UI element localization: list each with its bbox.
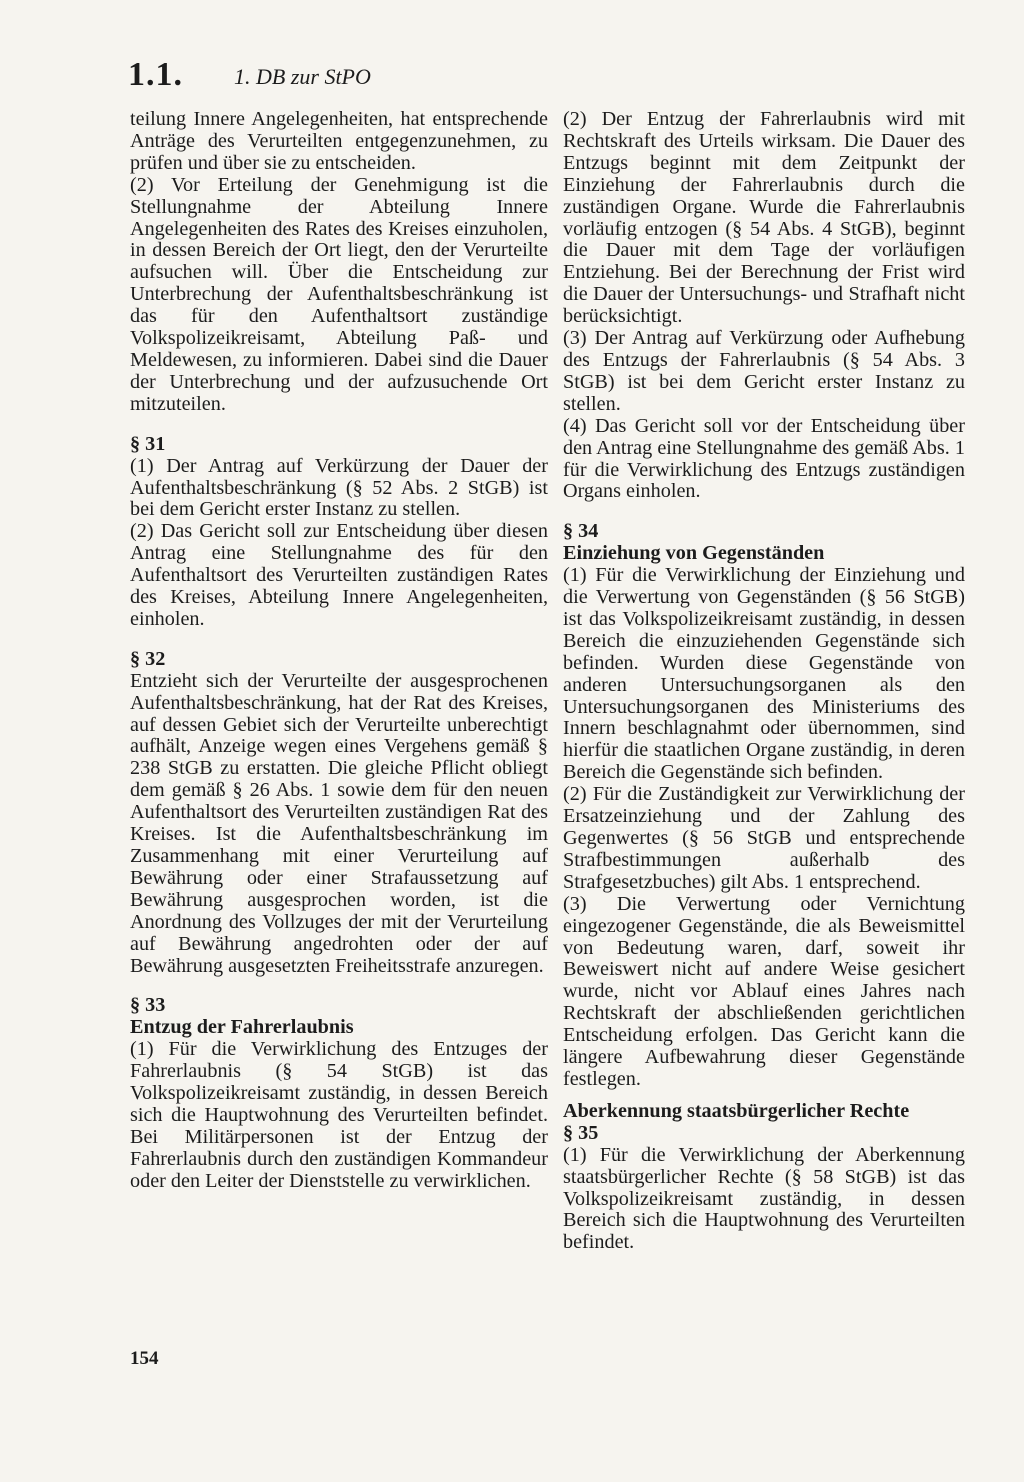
section-number: 1.1. [128,56,183,93]
section-33-paragraph-2: (2) Der Entzug der Fahrerlaubnis wird mit Rechtskraft des Urteils wirksam. Die Dauer des Entzugs beginnt mit dem Zeitpunkt der Einziehung der Fahrerlaubnis durch die zuständigen Organe. Wurde die Fahrerlaubnis vorläufig entzogen (§ 54 Abs. 4 StGB), beginnt die Dauer mit dem Tage der vorläufigen Entziehung. Bei der Berechnung der Frist wird die Dauer der Untersuchungs- und Strafhaft nicht berücksichtigt. [563,108,965,328]
section-35-heading: § 35 [563,1121,599,1144]
section-32-paragraph: Entzieht sich der Verurteilte der ausgesprochenen Aufenthaltsbeschränkung, hat der Rat des Kreises, auf dessen Gebiet sich der Verurteilte unberechtigt aufhält, Anzeige wegen eines Vergehens gemäß § 238 StGB zu erstatten. Die gleiche Pflicht obliegt dem gemäß § 26 Abs. 1 sowie dem für den neuen Aufenthaltsort des Verurteilten zuständigen Rat des Kreises. Ist die Aufenthaltsbeschränkung im Zusammenhang mit einer Verurteilung auf Bewährung oder einer Strafaussetzung auf Bewährung ausgesprochen worden, ist die Anordnung des Vollzuges der mit der Verurteilung auf Bewährung angedrohten oder der auf Bewährung ausgesetzten Freiheitsstrafe anzuregen. [130,669,548,977]
continued-paragraph: teilung Innere Angelegenheiten, hat entsprechende Anträge des Verurteilten entgegenzunehmen, zu prüfen und über sie zu entscheiden. [130,108,548,174]
section-34-paragraph-3: (3) Die Verwertung oder Vernichtung eingezogener Gegenstände, die als Beweismittel von Bedeutung waren, darf, soweit ihr Beweiswert nicht auf andere Weise gesichert wurde, nicht vor Ablauf eines Jahres nach Rechtskraft der abschließenden gerichtlichen Entscheidung erfolgen. Das Gericht kann die längere Aufbewahrung dieser Gegenstände festlegen. [563,892,965,1090]
section-35-title: Aberkennung staatsbürgerlicher Rechte [563,1099,910,1122]
running-title: 1. DB zur StPO [234,64,371,89]
section-31-paragraph-1: (1) Der Antrag auf Verkürzung der Dauer der Aufenthaltsbeschränkung (§ 52 Abs. 2 StGB) ist bei dem Gericht erster Instanz zu stellen. [130,454,548,521]
right-column [563,109,965,1254]
section-31-paragraph-2: (2) Das Gericht soll zur Entscheidung über diesen Antrag eine Stellungnahme des für den Aufenthaltsort des Verurteilten zuständigen Rates des Kreises, Abteilung Innere Angelegenheiten, einholen. [130,520,548,630]
section-33-title: Entzug der Fahrerlaubnis [130,1016,354,1039]
section-33-heading: § 33 [130,994,166,1017]
section-35-paragraph-1: (1) Für die Verwirklichung der Aberkennung staatsbürgerlicher Rechte (§ 58 StGB) ist das Volkspolizeikreisamt zuständig, in dessen Bereich sich die Hauptwohnung des Verurteilten befindet. [563,1143,965,1254]
section-33-paragraph-4: (4) Das Gericht soll vor der Entscheidung über den Antrag eine Stellungnahme des gemäß Abs. 1 für die Verwirklichung des Entzugs zuständigen Organs einholen. [563,414,965,503]
section-34-title: Einziehung von Gegenständen [563,542,825,565]
section-34-paragraph-1: (1) Für die Verwirklichung der Einziehung und die Verwertung von Gegenständen (§ 56 StGB) ist das Volkspolizeikreisamt zuständig, in dessen Bereich die einzuziehenden Gegenstände sich befinden. Wurden diese Gegenstände von anderen Untersuchungsorganen als den Untersuchungsorganen des Ministeriums des Innern beschlagnahmt oder übernommen, sind hierfür die staatlichen Organe zuständig, in deren Bereich die Gegenstände sich befinden. [563,564,965,784]
page-number: 154 [130,1348,159,1369]
section-33-paragraph-1: (1) Für die Verwirklichung des Entzuges der Fahrerlaubnis (§ 54 StGB) ist das Volkspolizeikreisamt zuständig, in dessen Bereich sich die Hauptwohnung des Verurteilten befindet. Bei Militärpersonen ist der Entzug der Fahrerlaubnis durch den zuständigen Kommandeur oder den Leiter der Dienststelle zu verwirklichen. [130,1038,548,1192]
section-34-heading: § 34 [563,520,599,543]
left-column [130,109,548,1193]
section-32-heading: § 32 [130,647,166,670]
section-33-paragraph-3: (3) Der Antrag auf Verkürzung oder Aufhebung des Entzugs der Fahrerlaubnis (§ 54 Abs. 3 StGB) ist bei dem Gericht erster Instanz zu stellen. [563,327,965,415]
paragraph-2: (2) Vor Erteilung der Genehmigung ist die Stellungnahme der Abteilung Innere Angelegenheiten des Rates des Kreises einzuholen, in dessen Bereich der Ort liegt, den der Verurteilte aufsuchen will. Über die Entscheidung zur Unterbrechung der Aufenthaltsbeschränkung ist das für den Aufenthaltsort zuständige Volkspolizeikreisamt, Abteilung Paß- und Meldewesen, zu informieren. Dabei sind die Dauer der Unterbrechung und der aufzusuchende Ort mitzuteilen. [130,173,548,415]
section-31-heading: § 31 [130,432,166,455]
section-34-paragraph-2: (2) Für die Zuständigkeit zur Verwirklichung der Ersatzeinziehung und der Zahlung des Gegenwertes (§ 56 StGB und entsprechende Strafbestimmungen außerhalb des Strafgesetzbuches) gilt Abs. 1 entsprechend. [563,783,965,893]
